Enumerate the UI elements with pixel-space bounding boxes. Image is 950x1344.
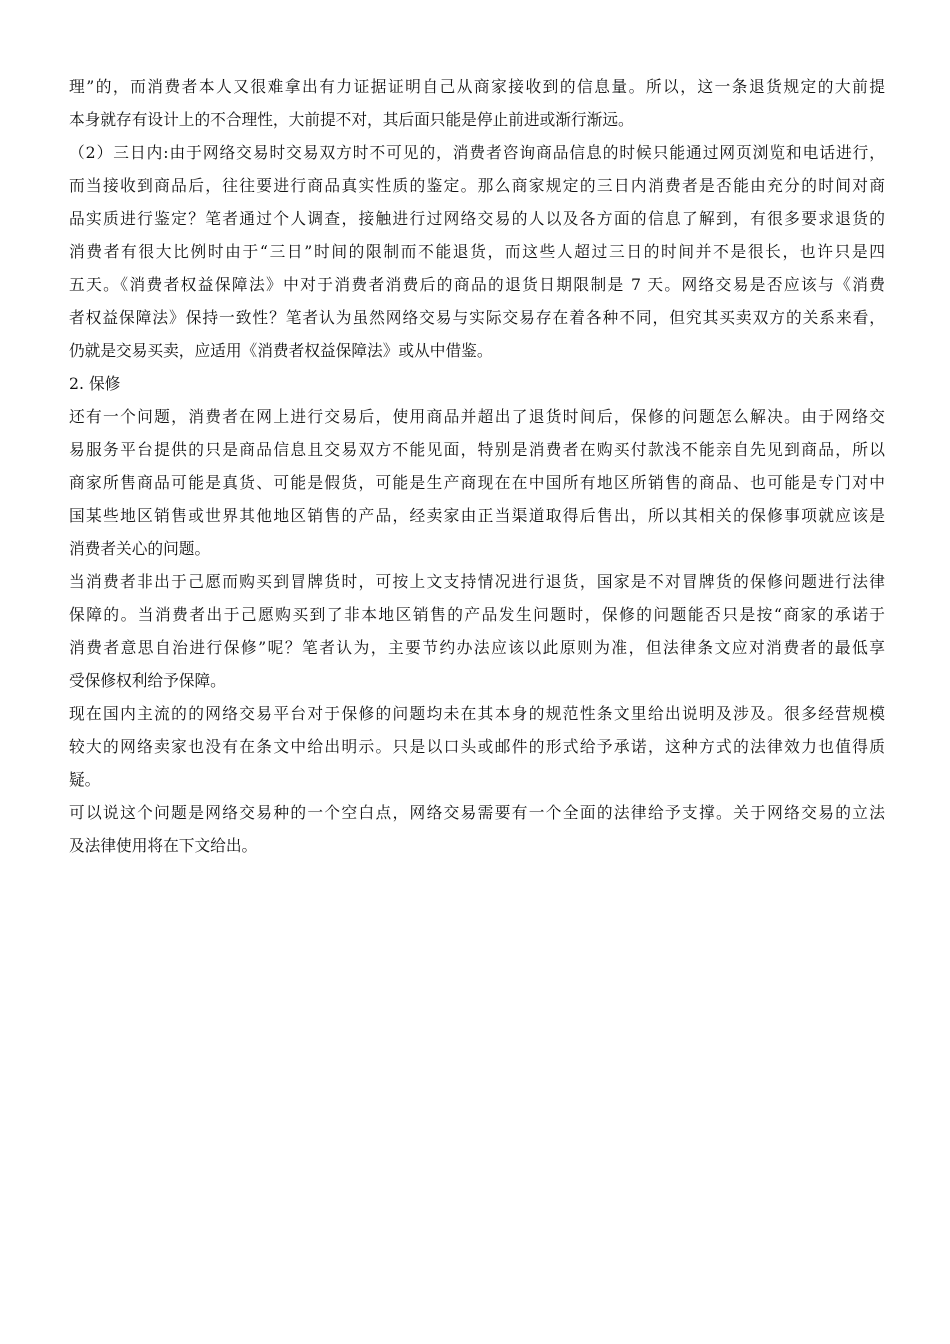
text-line: 现在国内主流的的网络交易平台对于保修的问题均未在其本身的规范性条文里给出说明及涉及。很多经营规模: [69, 704, 885, 723]
paragraph: [69, 697, 885, 796]
paragraph: [69, 136, 885, 367]
text-line: 当消费者非出于己愿而购买到冒牌货时，可按上文支持情况进行退货，国家是不对冒牌货的保修问题进行法律: [69, 572, 885, 591]
text-line: 及法律使用将在下文给出。: [69, 836, 258, 855]
text-line: 可以说这个问题是网络交易种的一个空白点，网络交易需要有一个全面的法律给予支撑。关于网络交易的立法: [69, 803, 885, 822]
document-body: [69, 70, 885, 862]
paragraph: [69, 400, 885, 565]
text-line: 者权益保障法》保持一致性？笔者认为虽然网络交易与实际交易存在着各种不同，但究其买卖双方的关系来看，: [69, 308, 885, 327]
text-line: 理”的，而消费者本人又很难拿出有力证据证明自己从商家接收到的信息量。所以，这一条退货规定的大前提: [69, 77, 885, 96]
text-line: 本身就存有设计上的不合理性，大前提不对，其后面只能是停止前进或渐行渐远。: [69, 110, 634, 129]
text-line: 商家所售商品可能是真货、可能是假货，可能是生产商现在在中国所有地区所销售的商品、也可能是专门对中: [69, 473, 885, 492]
paragraph: [69, 796, 885, 862]
text-line: 消费者意思自治进行保修”呢？笔者认为，主要节约办法应该以此原则为准，但法律条文应对消费者的最低享: [69, 638, 885, 657]
text-line: 而当接收到商品后，往往要进行商品真实性质的鉴定。那么商家规定的三日内消费者是否能由充分的时间对商: [69, 176, 885, 195]
text-line: 易服务平台提供的只是商品信息且交易双方不能见面，特别是消费者在购买付款浅不能亲自先见到商品，所以: [69, 440, 885, 459]
text-line: 受保修权利给予保障。: [69, 671, 226, 690]
text-line: 五天。《消费者权益保障法》中对于消费者消费后的商品的退货日期限制是 7 天。网络交易是否应该与《消费: [69, 275, 885, 294]
paragraph: [69, 70, 885, 136]
section-heading-text: 2. 保修: [69, 374, 121, 393]
text-line: 保障的。当消费者出于己愿购买到了非本地区销售的产品发生问题时，保修的问题能否只是按“商家的承诺于: [69, 605, 885, 624]
text-line: 消费者关心的问题。: [69, 539, 211, 558]
text-line: （2）三日内:由于网络交易时交易双方时不可见的，消费者咨询商品信息的时候只能通过网页浏览和电话进行，: [69, 143, 885, 162]
text-line: 消费者有很大比例时由于“三日”时间的限制而不能退货，而这些人超过三日的时间并不是很长，也许只是四: [69, 242, 885, 261]
text-line: 国某些地区销售或世界其他地区销售的产品，经卖家由正当渠道取得后售出，所以其相关的保修事项就应该是: [69, 506, 885, 525]
text-line: 较大的网络卖家也没有在条文中给出明示。只是以口头或邮件的形式给予承诺，这种方式的法律效力也值得质: [69, 737, 885, 756]
paragraph: [69, 565, 885, 697]
section-heading: [69, 367, 885, 400]
text-line: 品实质进行鉴定？笔者通过个人调查，接触进行过网络交易的人以及各方面的信息了解到，有很多要求退货的: [69, 209, 885, 228]
text-line: 疑。: [69, 770, 101, 789]
text-line: 还有一个问题，消费者在网上进行交易后，使用商品并超出了退货时间后，保修的问题怎么解决。由于网络交: [69, 407, 885, 426]
text-line: 仍就是交易买卖，应适用《消费者权益保障法》或从中借鉴。: [69, 341, 493, 360]
